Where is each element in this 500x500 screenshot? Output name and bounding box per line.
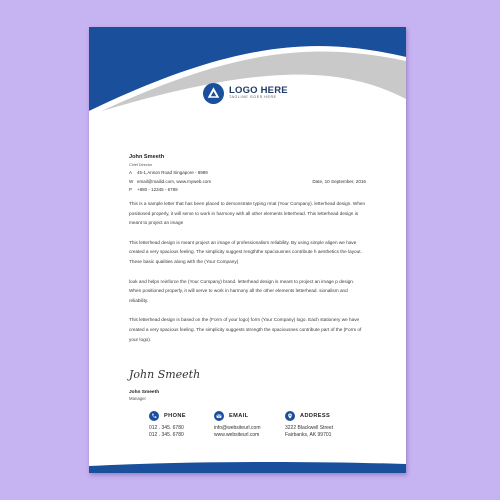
mail-label: W <box>129 178 134 184</box>
body-paragraph-4: This letterhead design is based on the (Form of your logo) form (Your Company) logo. Each stationery we have created a very spacious feeling. The simplicity suggests strength the spaciousnes contribute part of the (Form of your logo). <box>129 317 362 342</box>
phone-line-2: 012 . 345. 6780 <box>149 431 184 438</box>
email-icon <box>214 411 224 421</box>
footer-band <box>89 461 406 473</box>
email-line-2: www.websiteurl.com <box>214 431 260 438</box>
footer-phone <box>149 411 186 438</box>
logo-title: LOGO HERE <box>229 84 288 96</box>
address-title: ADDRESS <box>300 413 331 419</box>
phone-label: P <box>129 187 133 192</box>
location-icon <box>285 411 295 421</box>
signature-role: Manager <box>129 396 146 401</box>
phone-line-1: 012 . 345. 6780 <box>149 425 184 431</box>
letter-date: Date, 10 September, 2016 <box>312 179 366 184</box>
body-paragraph-1: This is a sample letter that has been placed to demonstrate typing rmat (Your Company). letterhead design. When positioned properly, it will serve to work in harmony with all other elements letterhead. This letterhead design is meant to project an image <box>129 201 366 226</box>
phone-icon <box>149 411 159 421</box>
email-line-1: info@websiteurl.com <box>214 425 261 431</box>
sender-address: 45-1,Anson Road Singapore - 8989 <box>137 170 208 175</box>
header-swoosh <box>89 27 406 127</box>
body-paragraph-3: look and helps reinforce the (Your Company) brand. letterhead design is meant to project an image p design. When positioned properly, it will serve to work in harmony all the other elements letterhead. sionalism and reliability. <box>129 278 355 303</box>
sender-contact <box>129 169 211 195</box>
address-line-2: Fairbanks, AK 99701 <box>285 431 332 438</box>
address-line-1: 3222 Blackwell Street <box>285 425 334 431</box>
letterhead-sheet <box>89 27 406 473</box>
phone-title: PHONE <box>164 413 186 419</box>
sender-mail: email@mailid.com, www.myweb.com <box>137 178 212 184</box>
signature-script: John Smeeth <box>129 368 201 381</box>
address-label: A <box>129 170 133 175</box>
email-title: EMAIL <box>229 413 249 419</box>
signature-name: John Smeeth <box>129 390 160 395</box>
footer-address <box>285 411 333 438</box>
company-logo <box>203 81 288 105</box>
logo-tagline: TAGLINE GOES HERE <box>229 95 277 100</box>
logo-triangle-icon <box>203 83 224 104</box>
sender-title: Chief Director <box>129 163 153 167</box>
sender-name: John Smeeth <box>129 154 165 160</box>
sender-phone: +880 - 12345 - 6789 <box>137 187 178 192</box>
footer-email <box>214 411 260 438</box>
letter-body <box>129 199 367 354</box>
body-paragraph-2: This letterhead design is meant project an image of professionalism reliability. By using simple aligen we have created a very spacious feeling. The simplicity suggest rengththe spaciousnes contribute h aesthetics the layout. These basic qualities along with the (Your Company) <box>129 239 362 264</box>
